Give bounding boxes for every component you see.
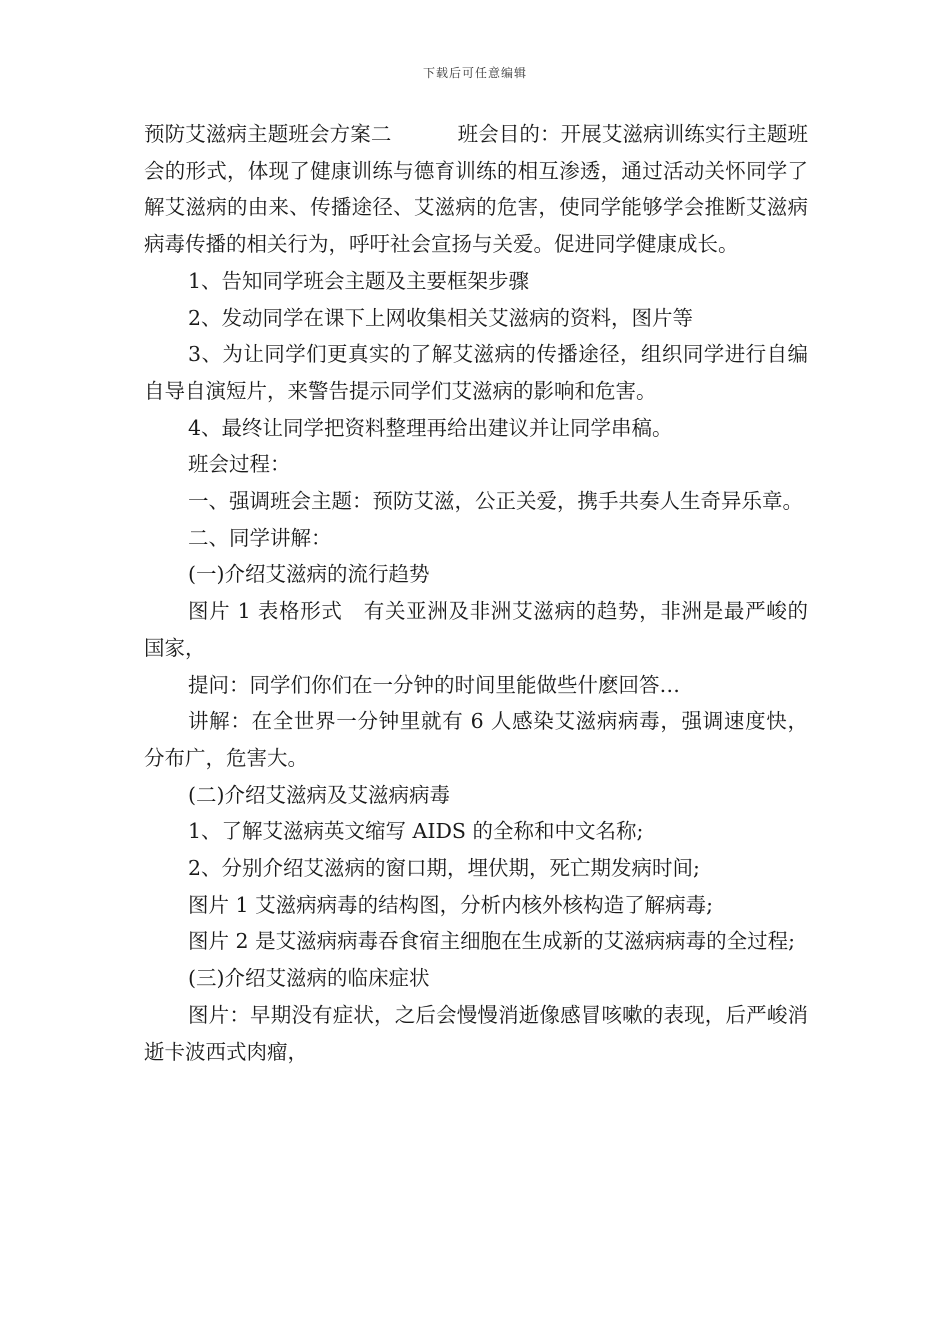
paragraph-theme: 一、强调班会主题：预防艾滋，公正关爱，携手共奏人生奇异乐章。 bbox=[188, 489, 803, 514]
section-heading-process: 班会过程： bbox=[188, 452, 291, 477]
paragraph-periods: 2、分别介绍艾滋病的窗口期，埋伏期，死亡期发病时间; bbox=[188, 856, 700, 881]
intro-body: 班会目的：开展艾滋病训练实行主题班会的形式，体现了健康训练与德育训练的相互渗透，通过活动关怀同学了解艾滋病的由来、传播途径、艾滋病的危害，使同学能够学会推断艾滋病病毒传播的相关行为，呼吁社会宣扬与关爱。促进同学健康成长。 bbox=[144, 122, 809, 257]
paragraph-picture-1: 图片 1 表格形式 有关亚洲及非洲艾滋病的趋势，非洲是最严峻的国家， bbox=[144, 599, 808, 660]
paragraph-2: 2、发动同学在课下上网收集相关艾滋病的资料，图片等 bbox=[188, 305, 694, 330]
paragraph-3: 3、为让同学们更真实的了解艾滋病的传播途径，组织同学进行自编自导自演短片，来警告提示同学们艾滋病的影响和危害。 bbox=[144, 342, 808, 403]
paragraph-symptoms: 图片：早期没有症状，之后会慢慢消逝像感冒咳嗽的表现，后严峻消逝卡波西式肉瘤， bbox=[144, 1002, 808, 1064]
paragraph-process: 图片 2 是艾滋病病毒吞食宿主细胞在生成新的艾滋病病毒的全过程; bbox=[188, 929, 795, 954]
paragraph-4: 4、最终让同学把资料整理再给出建议并让同学串稿。 bbox=[188, 415, 673, 440]
section-heading-explain: 二、同学讲解： bbox=[188, 525, 332, 550]
paragraph-1: 1、告知同学班会主题及主要框架步骤 bbox=[188, 268, 530, 293]
document-body bbox=[144, 116, 808, 1070]
paragraph-structure: 图片 1 艾滋病病毒的结构图，分析内核外核构造了解病毒; bbox=[188, 892, 713, 917]
paragraph-question: 提问：同学们你们在一分钟的时间里能做些什麽回答… bbox=[188, 672, 680, 697]
paragraph-explanation: 讲解：在全世界一分钟里就有 6 人感染艾滋病病毒，强调速度快，分布广，危害大。 bbox=[144, 709, 808, 770]
subheading-symptoms: (三)介绍艾滋病的临床症状 bbox=[188, 966, 430, 991]
intro-paragraph bbox=[144, 116, 808, 263]
page-header: 下载后可任意编辑 bbox=[422, 66, 527, 80]
subheading-virus: (二)介绍艾滋病及艾滋病病毒 bbox=[188, 782, 450, 807]
paragraph-aids-name: 1、了解艾滋病英文缩写 AIDS 的全称和中文名称; bbox=[188, 819, 644, 844]
subheading-trend: (一)介绍艾滋病的流行趋势 bbox=[188, 562, 430, 587]
document-title: 预防艾滋病主题班会方案二 bbox=[144, 122, 392, 146]
